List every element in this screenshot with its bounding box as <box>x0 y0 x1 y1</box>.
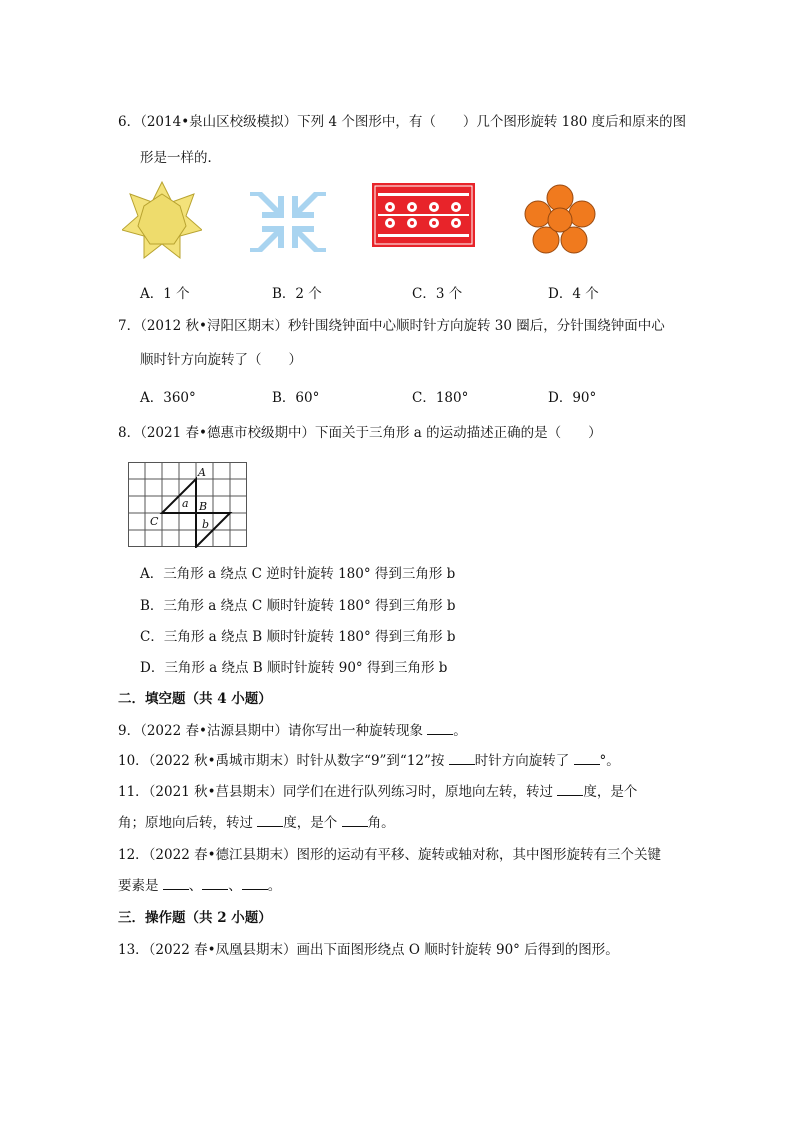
q8-option-c[interactable]: C．三角形 a 绕点 B 顺时针旋转 180° 得到三角形 b <box>140 629 456 645</box>
q10-blank-1[interactable] <box>449 752 475 765</box>
q12-blank-2[interactable] <box>202 877 228 890</box>
q8-option-a[interactable]: A．三角形 a 绕点 C 逆时针旋转 180° 得到三角形 b <box>140 566 456 582</box>
section-operation-heading: 三．操作题（共 2 小题） <box>118 910 272 926</box>
q11-line2-text: 角；原地向后转，转过 <box>118 815 258 831</box>
q6-option-a[interactable]: A．1 个 <box>140 286 190 302</box>
q12-end: 。 <box>267 878 282 894</box>
section-fill-blank-heading: 二．填空题（共 4 小题） <box>118 691 272 707</box>
q11-blank-2[interactable] <box>257 814 283 827</box>
q11-line2-mid: 度，是个 <box>283 815 342 831</box>
q7-option-c[interactable]: C．180° <box>412 390 469 406</box>
q11-line2 <box>118 811 395 831</box>
q10-mid: 时针方向旋转了 <box>474 753 574 769</box>
q6-line1: 6．（2014•泉山区校级模拟）下列 4 个图形中，有（ ）几个图形旋转 180 度后和原来的图 <box>118 114 687 130</box>
q10-line <box>118 749 620 769</box>
q7-option-b[interactable]: B．60° <box>272 390 320 406</box>
grid-label-b-upper: B <box>199 500 208 513</box>
q10-blank-2[interactable] <box>574 752 600 765</box>
q9-line <box>118 719 467 739</box>
papercut-figure <box>372 183 475 247</box>
q10-end: °。 <box>599 753 620 769</box>
q11-line1 <box>118 780 637 800</box>
q12-line1: 12．（2022 春•德江县期末）图形的运动有平移、旋转或轴对称，其中图形旋转有三个关键 <box>118 847 662 863</box>
arrows-figure <box>248 188 328 256</box>
q12-blank-1[interactable] <box>163 877 189 890</box>
q6-option-c[interactable]: C．3 个 <box>412 286 463 302</box>
grid-label-c-upper: C <box>150 515 159 528</box>
q8-option-d[interactable]: D．三角形 a 绕点 B 顺时针旋转 90° 得到三角形 b <box>140 660 448 676</box>
q7-line2: 顺时针方向旋转了（ ） <box>140 352 302 368</box>
q13-line1: 13．（2022 春•凤凰县期末）画出下面图形绕点 O 顺时针旋转 90° 后得到的图形。 <box>118 942 619 958</box>
q11-blank-1[interactable] <box>557 783 583 796</box>
q8-option-b[interactable]: B．三角形 a 绕点 C 顺时针旋转 180° 得到三角形 b <box>140 598 456 614</box>
q11-blank-3[interactable] <box>342 814 368 827</box>
q6-option-b[interactable]: B．2 个 <box>272 286 322 302</box>
q12-line2-text: 要素是 <box>118 878 163 894</box>
q7-option-a[interactable]: A．360° <box>140 390 196 406</box>
grid-label-b-lower: b <box>202 518 210 531</box>
q7-option-d[interactable]: D．90° <box>548 390 597 406</box>
q10-text: 10．（2022 秋•禹城市期末）时针从数字“9”到“12”按 <box>118 753 449 769</box>
grid-label-a-upper: A <box>198 466 206 479</box>
triangle-grid-figure <box>128 462 248 548</box>
q11-text: 11．（2021 秋•莒县期末）同学们在进行队列练习时，原地向左转，转过 <box>118 784 558 800</box>
grid-label-a-lower: a <box>182 497 189 510</box>
q6-option-d[interactable]: D．4 个 <box>548 286 599 302</box>
q11-mid: 度，是个 <box>583 784 638 800</box>
q12-sep-1: 、 <box>188 878 203 894</box>
star-figure <box>122 180 202 260</box>
q12-sep-2: 、 <box>228 878 242 894</box>
q12-line2 <box>118 874 281 894</box>
q9-end: 。 <box>453 723 467 739</box>
q7-line1: 7．（2012 秋•浔阳区期末）秒针围绕钟面中心顺时针方向旋转 30 圈后，分针围绕钟面中心 <box>118 318 665 334</box>
q8-line1: 8．（2021 春•德惠市校级期中）下面关于三角形 a 的运动描述正确的是（ ） <box>118 425 602 441</box>
q11-line2-end: 角。 <box>367 815 395 831</box>
q9-blank[interactable] <box>427 722 453 735</box>
q9-text: 9．（2022 春•沽源县期中）请你写出一种旋转现象 <box>118 723 428 739</box>
circles-figure <box>522 182 598 258</box>
q12-blank-3[interactable] <box>242 877 268 890</box>
q6-line2: 形是一样的． <box>140 150 221 166</box>
